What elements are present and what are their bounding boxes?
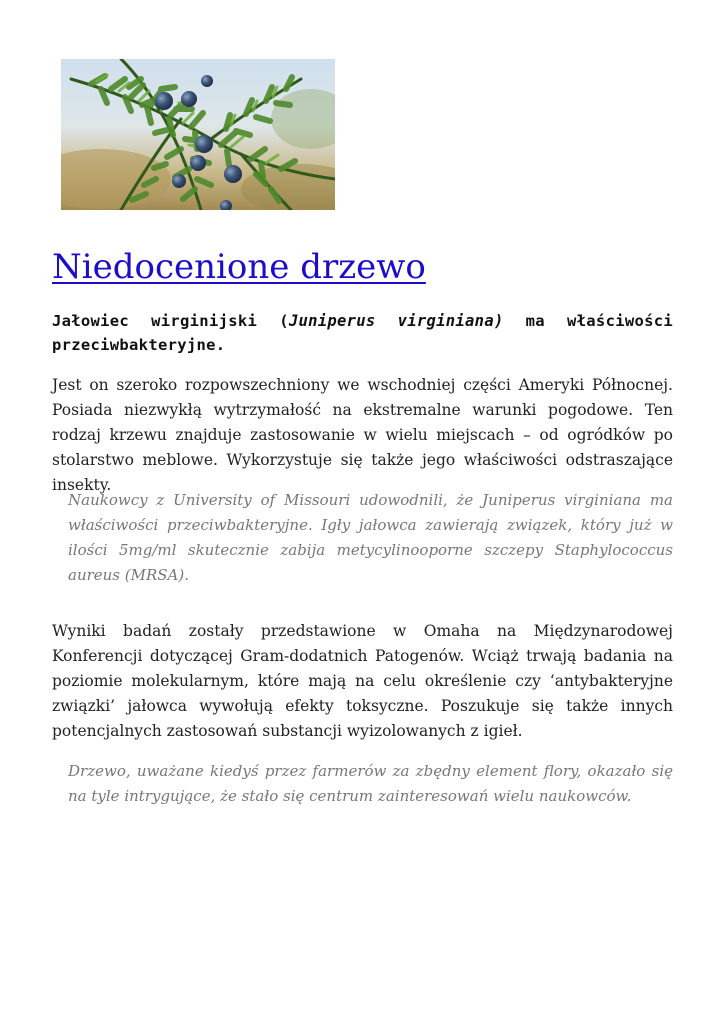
article-paragraph-1: Jest on szeroko rozpowszechniony we wschodniej części Ameryki Północnej. Posiada niezwykłą wytrzymałość na ekstremalne warunki pogodowe. Ten rodzaj krzewu znajduje zastosowanie w wielu miejscach – od ogródków po stolarstwo meblowe. Wykorzystuje się także jego właściwości odstraszające insekty. (52, 376, 673, 494)
article-paragraph-2: Wyniki badań zostały przedstawione w Omaha na Międzynarodowej Konferencji dotyczącej Gram-dodatnich Patogenów. Wciąż trwają badania na poziomie molekularnym, które mają na celu określenie czy ‘antybakteryjne związki’ jałowca wywołują efekty toksyczne. Poszukuje się także innych potencjalnych zastosowań substancji wyizolowanych z igieł. (52, 622, 673, 740)
lead-text-start: Jałowiec wirginijski ( (52, 312, 289, 330)
article-title-link[interactable]: Niedocenione drzewo (52, 247, 426, 287)
article-quote-2: Drzewo, uważane kiedyś przez farmerów za zbędny element flory, okazało się na tyle intrygujące, że stało się centrum zainteresowań wielu naukowców. (68, 762, 673, 805)
juniper-photo (61, 59, 335, 210)
article-lead (52, 309, 673, 357)
article-quote-1: Naukowcy z University of Missouri udowodnili, że Juniperus virginiana ma właściwości przeciwbakteryjne. Igły jałowca zawierają związek, który już w ilości 5mg/ml skutecznie zabija metycylinooporne szczepy Staphylococcus aureus (MRSA). (68, 491, 673, 584)
lead-latin-name: Juniperus virginiana) (288, 312, 504, 330)
lead-text-end: ma właściwości przeciwbakteryjne. (52, 312, 673, 354)
